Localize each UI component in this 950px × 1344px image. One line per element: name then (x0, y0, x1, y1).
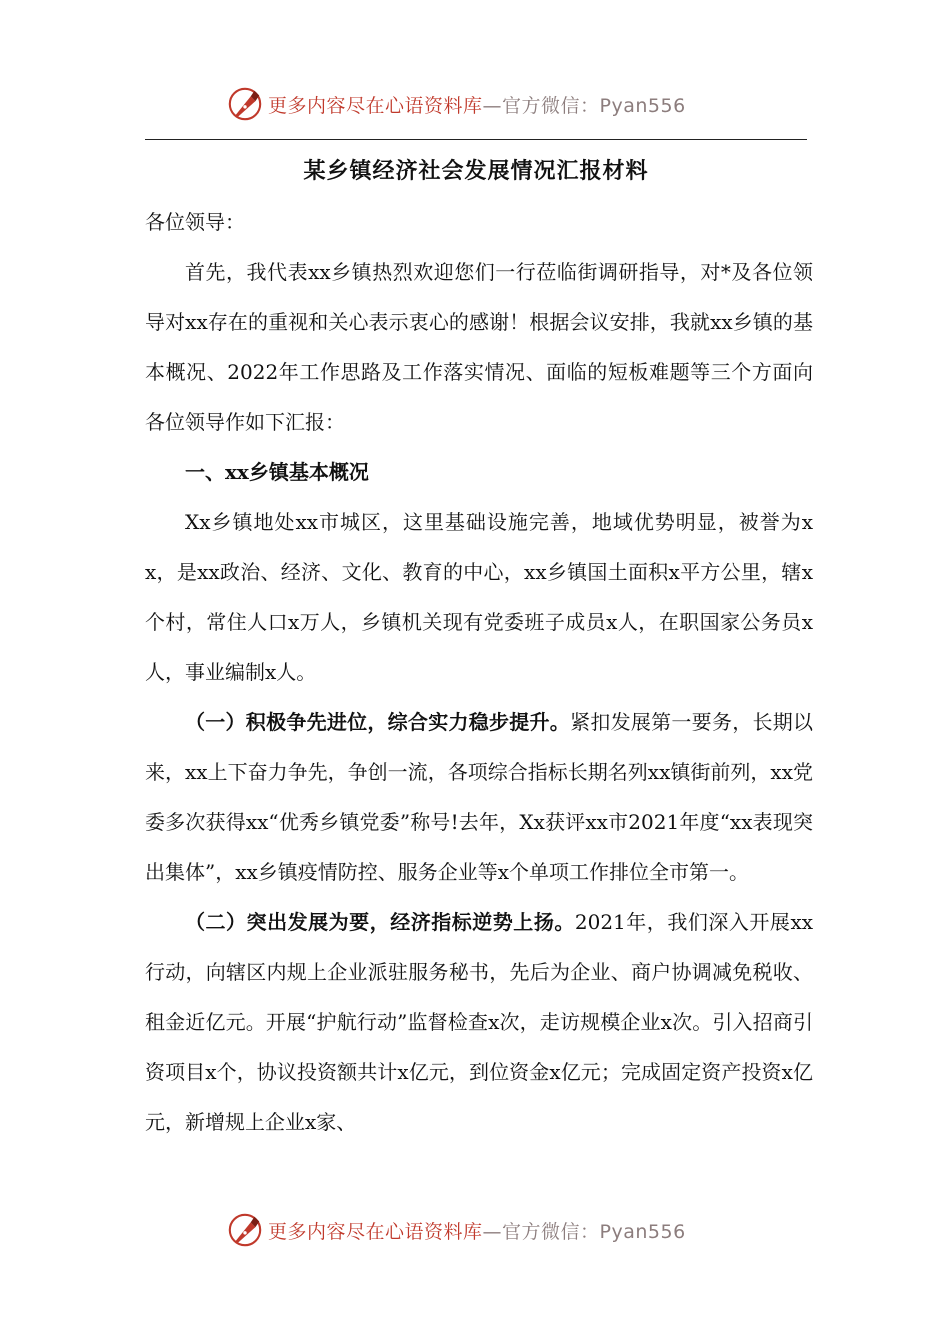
item-lead-2: （二）突出发展为要，经济指标逆势上扬。 (185, 910, 575, 934)
intro-paragraph: 首先，我代表xx乡镇热烈欢迎您们一行莅临街调研指导，对*及各位领导对xx存在的重视和关心表示衷心的感谢！根据会议安排，我就xx乡镇的基本概况、2022年工作思路及工作落实情况、面临的短板难题等三个方面向各位领导作如下汇报： (145, 260, 813, 434)
salutation: 各位领导： (145, 210, 245, 234)
overview-paragraph: Xx乡镇地处xx市城区，这里基础设施完善，地域优势明显，被誉为xx，是xx政治、经济、文化、教育的中心，xx乡镇国土面积x平方公里，辖x个村，常住人口x万人，乡镇机关现有党委班子成员x人，在职国家公务员x人，事业编制x人。 (145, 510, 813, 684)
watermark-text-red: 更多内容尽在心语资料库 (268, 1220, 483, 1243)
pen-nib-icon (226, 1211, 264, 1249)
section-heading-1: 一、xx乡镇基本概况 (185, 460, 369, 484)
item-paragraph-2 (145, 897, 813, 1147)
document-body (145, 197, 813, 1147)
document-title: 某乡镇经济社会发展情况汇报材料 (303, 158, 649, 184)
watermark-text (268, 91, 686, 118)
watermark-banner-bottom (0, 1208, 950, 1252)
watermark-text (268, 1217, 686, 1244)
watermark-text-gray: —官方微信：Pyan556 (482, 1220, 686, 1243)
watermark-text-gray: —官方微信：Pyan556 (482, 94, 686, 117)
item-paragraph-1 (145, 697, 813, 897)
pen-nib-icon (226, 85, 264, 123)
watermark-banner-top (0, 82, 950, 126)
item-text-1: 紧扣发展第一要务，长期以来，xx上下奋力争先，争创一流，各项综合指标长期名列xx镇街前列，xx党委多次获得xx“优秀乡镇党委”称号!去年，Xx获评xx市2021年度“xx表现突出集体”，xx乡镇疫情防控、服务企业等x个单项工作排位全市第一。 (145, 710, 814, 884)
watermark-text-red: 更多内容尽在心语资料库 (268, 94, 483, 117)
item-lead-1: （一）积极争先进位，综合实力稳步提升。 (185, 710, 571, 734)
header-divider (145, 139, 807, 140)
item-text-2: 2021年，我们深入开展xx行动，向辖区内规上企业派驻服务秘书，先后为企业、商户协调减免税收、租金近亿元。开展“护航行动”监督检查x次，走访规模企业x次。引入招商引资项目x个，协议投资额共计x亿元，到位资金x亿元；完成固定资产投资x亿元，新增规上企业x家、 (145, 910, 814, 1134)
